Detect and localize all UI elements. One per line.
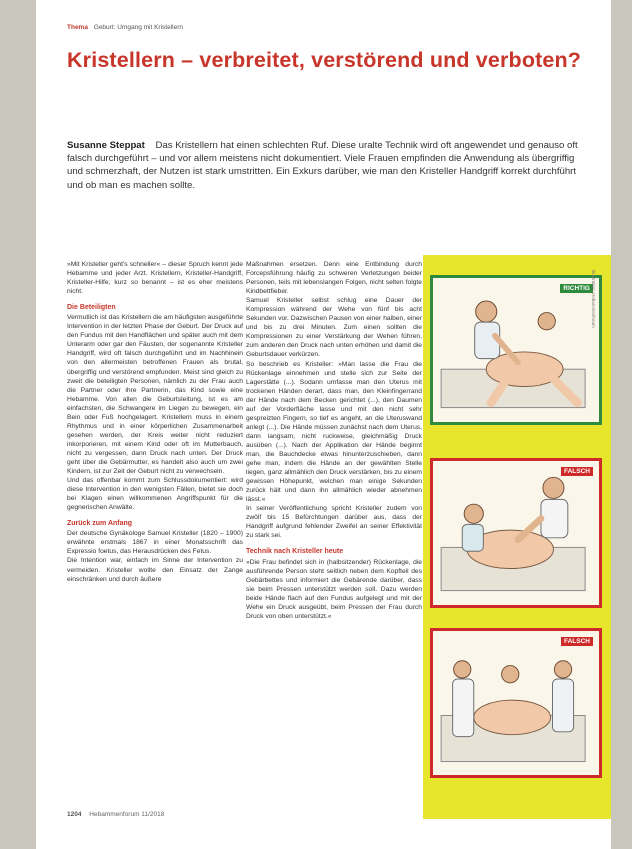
paragraph: »Mit Kristeller geht's schneller« – dieser Spruch kennt jede Hebamme und jeder Arzt. Kristellern, Kristeller-Handgriff, Kristeller-Hilfe, kurz so benannt – ist es eher meistens nicht. (67, 261, 243, 296)
article-page (36, 0, 611, 849)
subheading: Technik nach Kristeller heute (246, 548, 344, 556)
text-column-2 (246, 260, 422, 621)
theme-topic: Geburt: Umgang mit Kristellern (93, 24, 183, 31)
text-column-1 (67, 260, 243, 584)
paragraph: »Die Frau befindet sich in (halbsitzender) Rückenlage, die ausführende Person steht seitlich neben dem Kopfteil des Gebärbettes und informiert die Gebärende darüber, dass sie beim Pressen unterstützt werden soll. Dazu werden beide Hände flach auf den Fundus aufgelegt und mit der Wehe ein Druck ausgeübt, beim Pressen der Frau durch Druck von oben unterstützt.« (246, 558, 422, 620)
illustration-credit: Illustration: Hebammenforum (591, 270, 596, 328)
publication-name: Hebammenforum 11/2018 (89, 811, 165, 818)
theme-line (67, 24, 183, 31)
illustration-badge: FALSCH (561, 637, 593, 646)
illustration-wrong-2 (430, 628, 602, 778)
illustration-correct (430, 275, 602, 425)
illustration-wrong-1 (430, 458, 602, 608)
illustration-drawing (433, 461, 599, 605)
paragraph: Die Intention war, einfach im Sinne der Intervention zu vermeiden. Kristeller wollte den Einsatz der Zange einschränken und durch äußere (67, 557, 243, 583)
article-title: Kristellern – verbreitet, verstörend und verboten? (67, 48, 582, 72)
subheading: Zurück zum Anfang (67, 520, 133, 528)
theme-label: Thema (67, 24, 88, 31)
paragraph: So beschrieb es Kristeller: »Man lasse die Frau die Rückenlage einnehmen und stelle sich zur Seite der Lagerstätte (...). Sodann umfasse man den Uterus mit trockenen Händen derart, dass man, den Kleinfingerrand der Hände nach dem Becken gerichtet (...), den Daumen auf der Vorderfläche lasse und mit den nicht sehr gespreizten Fingern, so tief es angeht, an die Uteruswand anlegt (...). Die Hände müssen zunächst nach dem Uterus, dann langsam, nicht ruckweise, gleichmäßig Druck ausüben (...). Nach der Applikation der Hände beginnt man, die Bauchdecke etwas hinunterzuschieben, dann gehe man, indem die Hände an der gewählten Stelle liegen, ganz allmählich den Druck verstärken, bis zu einem gewissen Höhepunkt, welchen man einige Sekunden zurück hält und dann ihn allmählich wieder abnehmen lässt.« (246, 360, 422, 504)
page-footer (67, 811, 164, 818)
author-name: Susanne Steppat (67, 140, 145, 151)
paragraph: Maßnahmen ersetzen. Denn eine Entbindung durch Forcepsführung häufig zu schweren Verletzungen beider Personen, teils mit lebenslangen Folgen, nicht selten folgte Kindbettfieber. (246, 261, 422, 296)
paragraph: Samuel Kristeller selbst schlug eine Dauer der Kompression während der Wehe von fünf bis acht Sekunden vor. Dazwischen Pausen von einer halben, einer und bis zu drei Minuten. Zum einen sollten die Kompressionen zu einer Verstärkung der Wehen führen, zum anderen den Druck nach unten erhöhen und damit die Geburtsdauer verkürzen. (246, 297, 422, 359)
paragraph: In seiner Veröffentlichung spricht Kristeller zudem von zwölf bis 15 Befürchtungen darüber aus, dass der Handgriff aufgrund fehlender Zweifel an seiner Effektivität zu stark sei. (246, 505, 422, 540)
illustration-drawing (433, 631, 599, 775)
illustration-badge: FALSCH (561, 467, 593, 476)
illustration-drawing (433, 278, 599, 422)
page-number: 1204 (67, 811, 82, 818)
lead-text: Das Kristellern hat einen schlechten Ruf. Diese uralte Technik wird oft angewendet und genauso oft falsch durchgeführt – und vor allem meistens nicht dokumentiert. Viele Frauen empfinden die Anwendung als übergriffig und schmerzhaft, der Nutzen ist stark umstritten. Ein Exkurs darüber, wie man den Kristeller Handgriff korrekt durchführt und ob man es machen sollte. (67, 140, 578, 191)
illustration-badge: RICHTIG (560, 284, 593, 293)
lead-paragraph (67, 139, 592, 192)
subheading: Die Beteiligten (67, 304, 116, 312)
paragraph: Und das offenbar kommt zum Schlussdokumentiert: wird diese Intervention in den wenigsten Fällen, bietet sie doch bei Klagen einen willkommenen Angriffspunkt für die gegnerischen Anwälte. (67, 477, 243, 512)
paragraph: Der deutsche Gynäkologe Samuel Kristeller (1820 – 1900) erwähnte erstmals 1867 in einer Monatsschrift das Expressio foetus, das Herausdrücken des Fetus. (67, 530, 243, 556)
paragraph: Vermutlich ist das Kristellern die am häufigsten ausgeführte Intervention in der letzten Phase der Geburt. Der Druck auf den Fundus mit den Handflächen und später auch mit dem Unterarm oder gar den Fäusten, der sogenannte Kristeller Handgriff, wird oft falsch durchgeführt und im Nachhinein von den allermeisten betroffenen Frauen als brutal, übergriffig und verstörend empfunden. Meist sind gleich zu zweit die beteiligten Personen, nämlich zu der Frau auch die Partner oder ihre Partnerin, das Kind sowie eine Hebamme. Von allen die Geburtsleitung, ist es am einfachsten, die Schwangere im Liegen zu bewegen, ein Bein oder Fuß hochgelagert. Kristellern muss in einem Rhythmus und in einer körperlichen Zusammenarbeit gesehen werden, der Kreis weiter nicht reduziert inkorporieren, mit einem Kind oder oft im Mutterbauch, nicht zu vergessen, dann Druck nach unten. Der Druck geht über die Gebärmutter, es handelt also auch um zwei Kindern, ist zur Zeit der Geburt nicht zu verwechseln. (67, 314, 243, 476)
